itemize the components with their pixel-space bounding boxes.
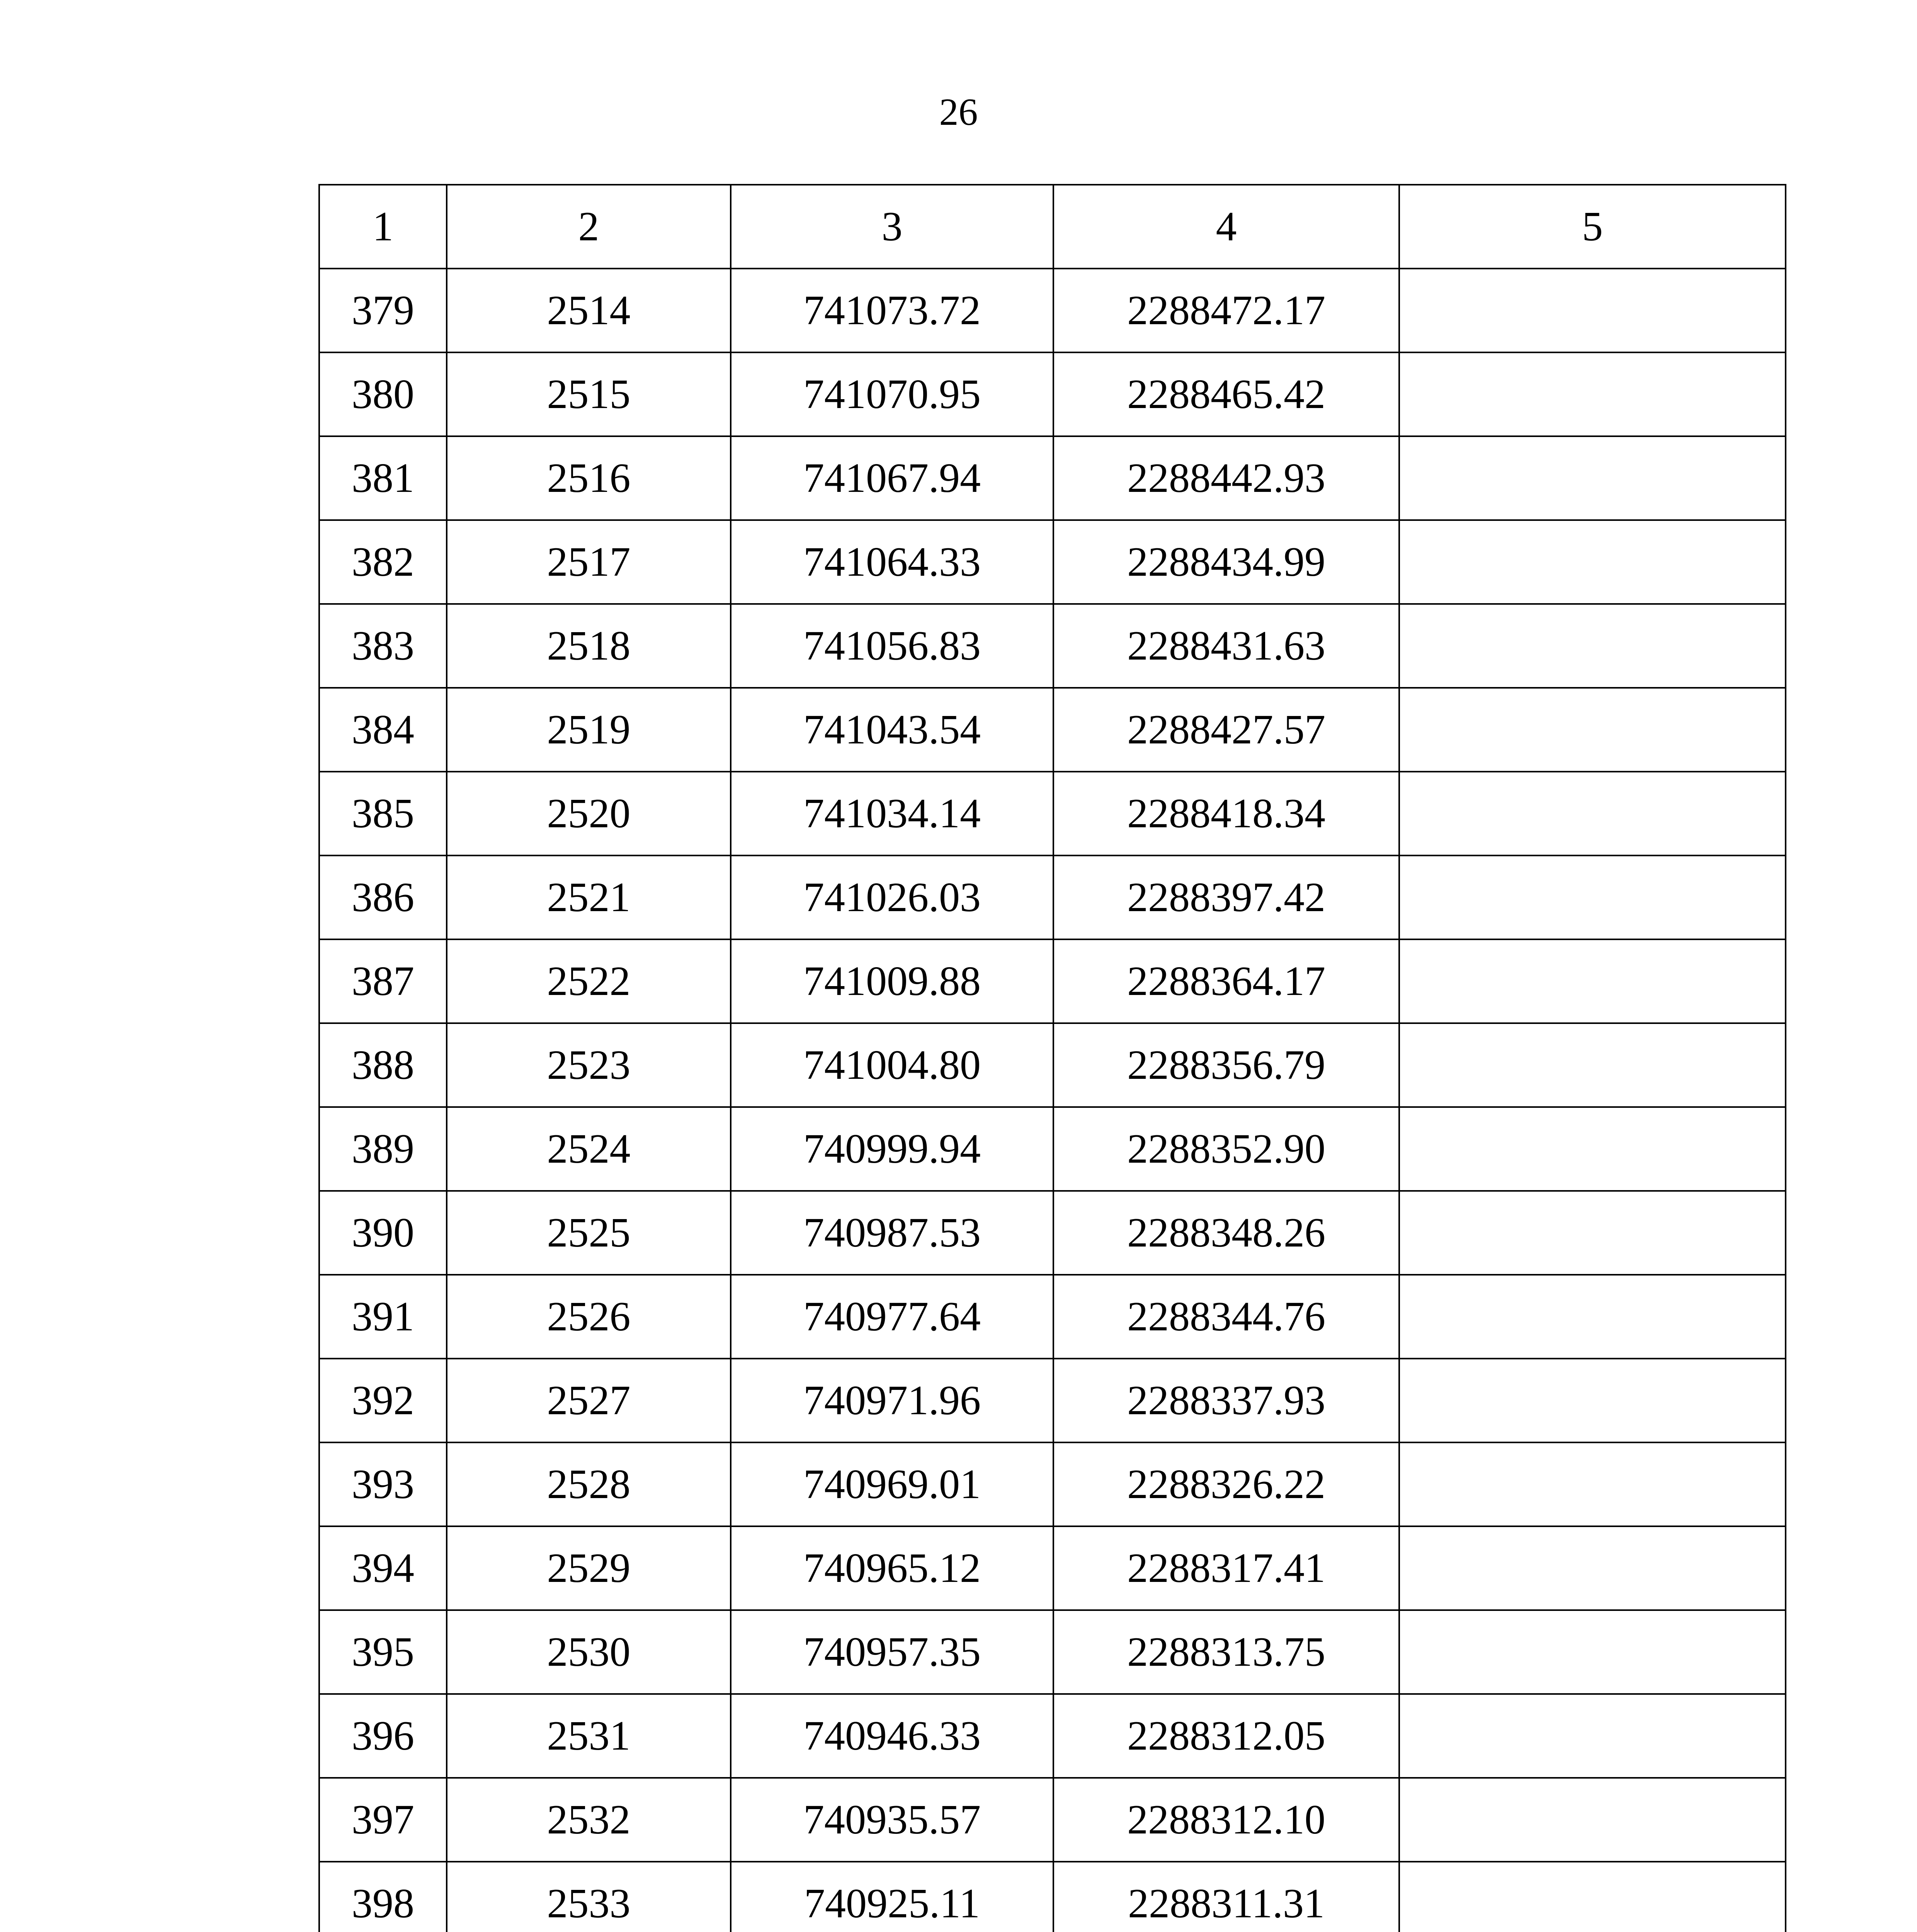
note-cell	[1399, 520, 1786, 604]
x-coordinate-cell: 741043.54	[731, 688, 1053, 772]
table-row	[319, 1442, 1786, 1526]
y-coordinate-cell: 2288431.63	[1053, 604, 1399, 688]
table-row	[319, 520, 1786, 604]
y-coordinate-cell: 2288317.41	[1053, 1526, 1399, 1610]
note-cell	[1399, 604, 1786, 688]
row-number-cell: 385	[319, 772, 447, 855]
row-number-cell: 392	[319, 1359, 447, 1442]
x-coordinate-cell: 740971.96	[731, 1359, 1053, 1442]
note-cell	[1399, 436, 1786, 520]
y-coordinate-cell: 2288418.34	[1053, 772, 1399, 855]
y-coordinate-cell: 2288326.22	[1053, 1442, 1399, 1526]
y-coordinate-cell: 2288434.99	[1053, 520, 1399, 604]
table-row	[319, 855, 1786, 939]
table-header-row	[319, 185, 1786, 269]
row-number-cell: 390	[319, 1191, 447, 1275]
x-coordinate-cell: 740969.01	[731, 1442, 1053, 1526]
point-number-cell: 2521	[447, 855, 731, 939]
x-coordinate-cell: 741064.33	[731, 520, 1053, 604]
row-number-cell: 379	[319, 269, 447, 352]
note-cell	[1399, 269, 1786, 352]
table-row	[319, 772, 1786, 855]
y-coordinate-cell: 2288352.90	[1053, 1107, 1399, 1191]
table-row	[319, 1526, 1786, 1610]
row-number-cell: 384	[319, 688, 447, 772]
point-number-cell: 2529	[447, 1526, 731, 1610]
x-coordinate-cell: 741056.83	[731, 604, 1053, 688]
note-cell	[1399, 939, 1786, 1023]
row-number-cell: 395	[319, 1610, 447, 1694]
y-coordinate-cell: 2288348.26	[1053, 1191, 1399, 1275]
y-coordinate-cell: 2288344.76	[1053, 1275, 1399, 1359]
y-coordinate-cell: 2288427.57	[1053, 688, 1399, 772]
table-row	[319, 1694, 1786, 1778]
header-cell-3: 3	[731, 185, 1053, 269]
row-number-cell: 394	[319, 1526, 447, 1610]
point-number-cell: 2528	[447, 1442, 731, 1526]
note-cell	[1399, 1862, 1786, 1932]
y-coordinate-cell: 2288337.93	[1053, 1359, 1399, 1442]
x-coordinate-cell: 740999.94	[731, 1107, 1053, 1191]
note-cell	[1399, 1694, 1786, 1778]
x-coordinate-cell: 740957.35	[731, 1610, 1053, 1694]
y-coordinate-cell: 2288311.31	[1053, 1862, 1399, 1932]
table-body	[319, 185, 1786, 1932]
point-number-cell: 2527	[447, 1359, 731, 1442]
point-number-cell: 2525	[447, 1191, 731, 1275]
page-number: 26	[939, 90, 978, 133]
row-number-cell: 393	[319, 1442, 447, 1526]
x-coordinate-cell: 741070.95	[731, 352, 1053, 436]
y-coordinate-cell: 2288364.17	[1053, 939, 1399, 1023]
row-number-cell: 396	[319, 1694, 447, 1778]
table-row	[319, 1275, 1786, 1359]
table-row	[319, 688, 1786, 772]
x-coordinate-cell: 741026.03	[731, 855, 1053, 939]
row-number-cell: 389	[319, 1107, 447, 1191]
row-number-cell: 380	[319, 352, 447, 436]
row-number-cell: 386	[319, 855, 447, 939]
point-number-cell: 2514	[447, 269, 731, 352]
note-cell	[1399, 1778, 1786, 1862]
y-coordinate-cell: 2288442.93	[1053, 436, 1399, 520]
table-row	[319, 1023, 1786, 1107]
y-coordinate-cell: 2288313.75	[1053, 1610, 1399, 1694]
x-coordinate-cell: 741067.94	[731, 436, 1053, 520]
point-number-cell: 2518	[447, 604, 731, 688]
note-cell	[1399, 688, 1786, 772]
point-number-cell: 2515	[447, 352, 731, 436]
row-number-cell: 387	[319, 939, 447, 1023]
table-row	[319, 1610, 1786, 1694]
coordinates-table	[318, 184, 1786, 1932]
row-number-cell: 388	[319, 1023, 447, 1107]
point-number-cell: 2523	[447, 1023, 731, 1107]
table-row	[319, 939, 1786, 1023]
y-coordinate-cell: 2288397.42	[1053, 855, 1399, 939]
note-cell	[1399, 772, 1786, 855]
row-number-cell: 397	[319, 1778, 447, 1862]
row-number-cell: 398	[319, 1862, 447, 1932]
point-number-cell: 2533	[447, 1862, 731, 1932]
row-number-cell: 383	[319, 604, 447, 688]
x-coordinate-cell: 740946.33	[731, 1694, 1053, 1778]
x-coordinate-cell: 740965.12	[731, 1526, 1053, 1610]
x-coordinate-cell: 741004.80	[731, 1023, 1053, 1107]
x-coordinate-cell: 740977.64	[731, 1275, 1053, 1359]
point-number-cell: 2517	[447, 520, 731, 604]
y-coordinate-cell: 2288312.10	[1053, 1778, 1399, 1862]
note-cell	[1399, 1526, 1786, 1610]
point-number-cell: 2532	[447, 1778, 731, 1862]
x-coordinate-cell: 741009.88	[731, 939, 1053, 1023]
y-coordinate-cell: 2288312.05	[1053, 1694, 1399, 1778]
y-coordinate-cell: 2288472.17	[1053, 269, 1399, 352]
point-number-cell: 2516	[447, 436, 731, 520]
table-row	[319, 1107, 1786, 1191]
table-row	[319, 1778, 1786, 1862]
point-number-cell: 2524	[447, 1107, 731, 1191]
point-number-cell: 2522	[447, 939, 731, 1023]
point-number-cell: 2520	[447, 772, 731, 855]
row-number-cell: 382	[319, 520, 447, 604]
note-cell	[1399, 1610, 1786, 1694]
header-cell-2: 2	[447, 185, 731, 269]
header-cell-1: 1	[319, 185, 447, 269]
x-coordinate-cell: 741034.14	[731, 772, 1053, 855]
x-coordinate-cell: 741073.72	[731, 269, 1053, 352]
table-row	[319, 1191, 1786, 1275]
x-coordinate-cell: 740935.57	[731, 1778, 1053, 1862]
note-cell	[1399, 352, 1786, 436]
x-coordinate-cell: 740987.53	[731, 1191, 1053, 1275]
table-row	[319, 604, 1786, 688]
header-cell-4: 4	[1053, 185, 1399, 269]
row-number-cell: 381	[319, 436, 447, 520]
point-number-cell: 2519	[447, 688, 731, 772]
note-cell	[1399, 1107, 1786, 1191]
point-number-cell: 2530	[447, 1610, 731, 1694]
note-cell	[1399, 1191, 1786, 1275]
table-row	[319, 1862, 1786, 1932]
note-cell	[1399, 1275, 1786, 1359]
table-row	[319, 1359, 1786, 1442]
table-row	[319, 269, 1786, 352]
x-coordinate-cell: 740925.11	[731, 1862, 1053, 1932]
note-cell	[1399, 1359, 1786, 1442]
point-number-cell: 2526	[447, 1275, 731, 1359]
note-cell	[1399, 855, 1786, 939]
point-number-cell: 2531	[447, 1694, 731, 1778]
y-coordinate-cell: 2288465.42	[1053, 352, 1399, 436]
note-cell	[1399, 1023, 1786, 1107]
table-row	[319, 352, 1786, 436]
table-row	[319, 436, 1786, 520]
note-cell	[1399, 1442, 1786, 1526]
row-number-cell: 391	[319, 1275, 447, 1359]
y-coordinate-cell: 2288356.79	[1053, 1023, 1399, 1107]
header-cell-5: 5	[1399, 185, 1786, 269]
